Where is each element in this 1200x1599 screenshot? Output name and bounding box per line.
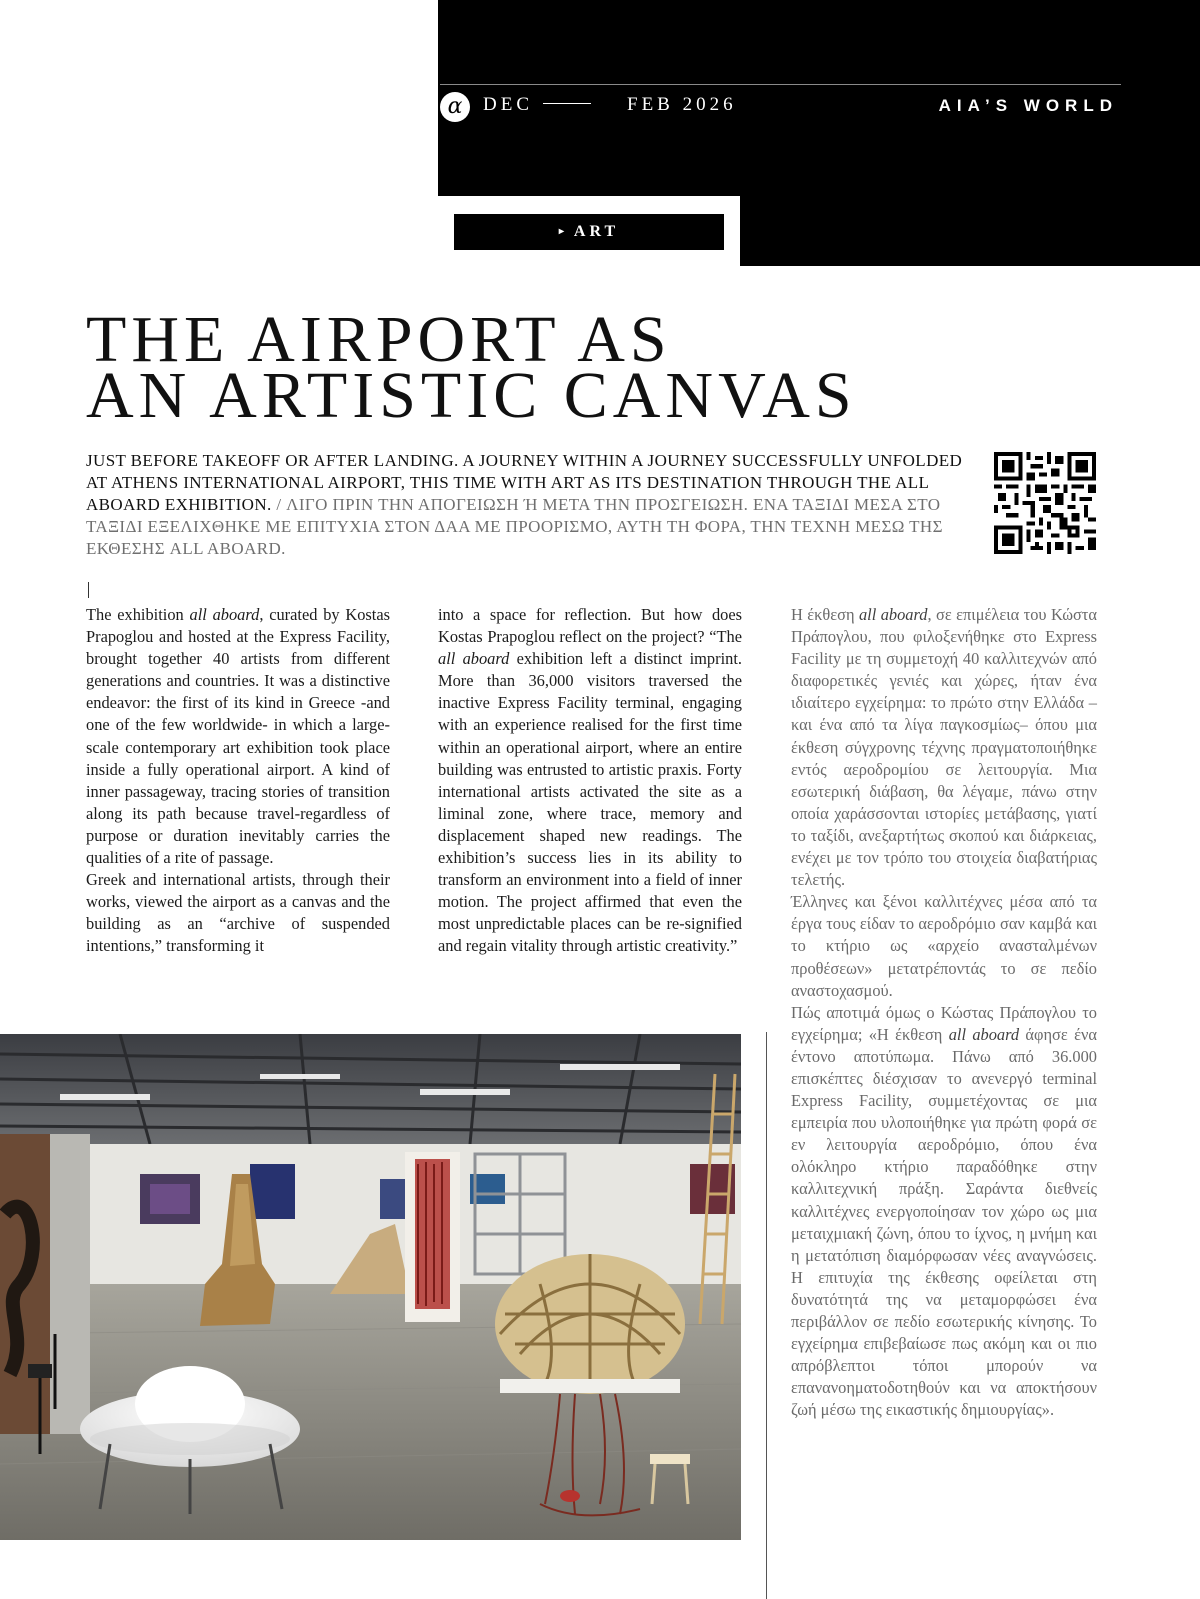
issue-to: FEB 2026 xyxy=(627,94,737,115)
play-triangle-icon: ▸ xyxy=(558,226,564,237)
column-divider xyxy=(766,1032,767,1599)
col3-p3-italic: all aboard xyxy=(948,1024,1020,1044)
body-column-english-2 xyxy=(438,604,742,958)
title-line-1: THE AIRPORT AS xyxy=(86,303,672,376)
lead-greek: ΛΙΓΟ ΠΡΙΝ ΤΗΝ ΑΠΟΓΕΙΩΣΗ Ή ΜΕΤΑ ΤΗΝ ΠΡΟΣΓΕΙΩΣΗ. ΕΝΑ ΤΑΞΙΔΙ ΜΕΣΑ ΣΤΟ ΤΑΞΙΔΙ ΕΞΕΛΙΧΘΗΚΕ ΜΕ ΕΠΙΤΥΧΙΑ ΣΤΟΝ ΔΑΑ ΜΕ ΠΡΟΟΡΙΣΜΟ, ΑΥΤΗ ΤΗ ΦΟΡΑ, ΤΗΝ ΤΕΧΝΗ ΜΕΣΩ ΤΗΣ ΕΚΘΕΣΗΣ ALL ABOARD. xyxy=(86,495,943,558)
col3-paragraph-2: Έλληνες και ξένοι καλλιτέχνες μέσα από τα έργα τους είδαν το αεροδρόμιο σαν καμβά και το κτήριο ως «αρχείο ανασταλμένων προθέσεων» μετατρέποντάς το σε πεδίο αναστοχασμού. xyxy=(791,892,1097,1000)
col1-p1-text-b: , curated by Kostas Prapoglou and hosted at the Express Facility, brought together 40 artists from different generations and countries. It was a distinctive endeavor: the first of its kind in Greece -and one of the few worldwide- in which a large-scale contemporary art exhibition took place inside a fully operational airport. A kind of inner passageway, tracing stories of transition along its path because travel-regardless of purpose or duration inevitably carries the qualities of a rite of passage. xyxy=(86,605,390,868)
lead-separator: / xyxy=(271,495,287,514)
text-cursor-mark xyxy=(88,582,89,598)
col3-paragraph-1 xyxy=(791,604,1097,891)
col2-p1-italic: all aboard xyxy=(438,649,510,669)
body-column-english-1 xyxy=(86,604,390,958)
issue-from: DEC xyxy=(483,94,533,115)
article-title xyxy=(86,303,1086,432)
col3-p1-italic: all aboard xyxy=(858,605,928,624)
col3-p3-text-a: Πώς αποτιμά όμως ο Κώστας Πράπογλου το εγχείρημα; «Η έκθεση xyxy=(791,1002,1097,1044)
col1-p1-italic: all aboard xyxy=(189,605,260,624)
title-line-2: AN ARTISTIC CANVAS xyxy=(86,359,857,432)
issue-dates xyxy=(483,94,737,116)
body-column-greek xyxy=(791,604,1097,1421)
col2-p1-text-a: into a space for reflection. But how does Kostas Prapoglou reflect on the project? “The xyxy=(438,605,742,647)
lead-english: JUST BEFORE TAKEOFF OR AFTER LANDING. A JOURNEY WITHIN A JOURNEY SUCCESSFULLY UNFOLDED AT ATHENS INTERNATIONAL AIRPORT, THIS TIME WITH ART AS ITS DESTINATION THROUGH THE ALL ABOARD EXHIBITION. xyxy=(86,451,963,514)
issue-dash xyxy=(543,103,591,104)
col2-paragraph-1 xyxy=(438,604,742,958)
magazine-brand: AIA’S WORLD xyxy=(938,96,1118,115)
col1-paragraph-2: Greek and international artists, through their works, viewed the airport as a canvas and the building as an “archive of suspended intentions,” transforming it xyxy=(86,870,390,956)
header-band-right xyxy=(740,190,1200,266)
magazine-logo-icon: α xyxy=(440,92,470,122)
col3-p3-text-b: άφησε ένα έντονο αποτύπωμα. Πάνω από 36.000 επισκέπτες διέσχισαν το ανενεργό terminal Express Facility, συμμετέχοντας σε μια εμπειρία που υλοποιήθηκε για πρώτη φορά σε εν λειτουργία αεροδρόμιο, όπου ένα ολόκληρο κτήριο παραδόθηκε στην καλλιτεχνική πράξη. Σαράντα διεθνείς καλλιτέχνες ενεργοποίησαν τον χώρο ως μια μεταιχμιακή ζώνη, όπου το ίχνος, η μνήμη και η μετατόπιση διαμόρφωσαν νέες αναγνώσεις. Η επιτυχία της έκθεσης οφείλεται στη δυνατότητά της να μεταμορφώσει ένα περιβάλλον σε πεδίο εσωτερικής κίνησης. Το εγχείρημα επιβεβαίωσε πως ακόμη και οι πιο απρόβλεπτοι τόποι μπορούν να επανανοηματοδοτηθούν και να αποκτήσουν ζωή μέσω της εικαστικής δημιουργίας». xyxy=(791,1024,1097,1420)
exhibition-photo-illustration xyxy=(0,1034,741,1540)
col1-paragraph-1 xyxy=(86,604,390,869)
col3-paragraph-3 xyxy=(791,1002,1097,1422)
section-tag xyxy=(452,212,726,252)
col2-p1-text-b: exhibition left a distinct imprint. More than 36,000 visitors traversed the inactive Express Facility terminal, engaging with an experience realised for the first time within an operational airport, where an entire building was entrusted to artistic praxis. Forty international artists activated the site as a liminal zone, where trace, memory and displacement shaped new readings. The exhibition’s success lies in its ability to transform an environment into a field of inner motion. The project affirmed that even the most unpredictable places can be re-signified and regain vitality through artistic creativity.” xyxy=(438,649,742,956)
article-lead xyxy=(86,450,976,560)
header-rule xyxy=(440,84,1121,85)
exhibition-photo xyxy=(0,1034,741,1540)
col1-p1-text-a: The exhibition xyxy=(86,605,190,624)
section-label: ART xyxy=(573,223,620,240)
col3-p1-text-a: Η έκθεση xyxy=(791,605,859,624)
col3-p1-text-b: , σε επιμέλεια του Κώστα Πράπογλου, που φιλοξενήθηκε στο Express Facility με τη συμμετοχή 40 καλλιτεχνών από διαφορετικές γενιές και χώρες, ήταν ένα ιδιαίτερο εγχείρημα: το πρώτο στην Ελλάδα –και ένα από τα λίγα παγκοσμίως– όπου μια έκθεση σύγχρονης τέχνης πραγματοποιήθηκε εντός αεροδρομίου σε λειτουργία. Μια εσωτερική διάβαση, θα λέγαμε, πάνω στην οποία χαράσσονται ιστορίες μετάβασης, γιατί το ταξίδι, ανεξαρτήτως σκοπού και διάρκειας, ενέχει με τον τρόπο του στοιχεία διαβατήριας τελετής. xyxy=(791,605,1097,890)
qr-code-icon[interactable] xyxy=(994,452,1096,554)
